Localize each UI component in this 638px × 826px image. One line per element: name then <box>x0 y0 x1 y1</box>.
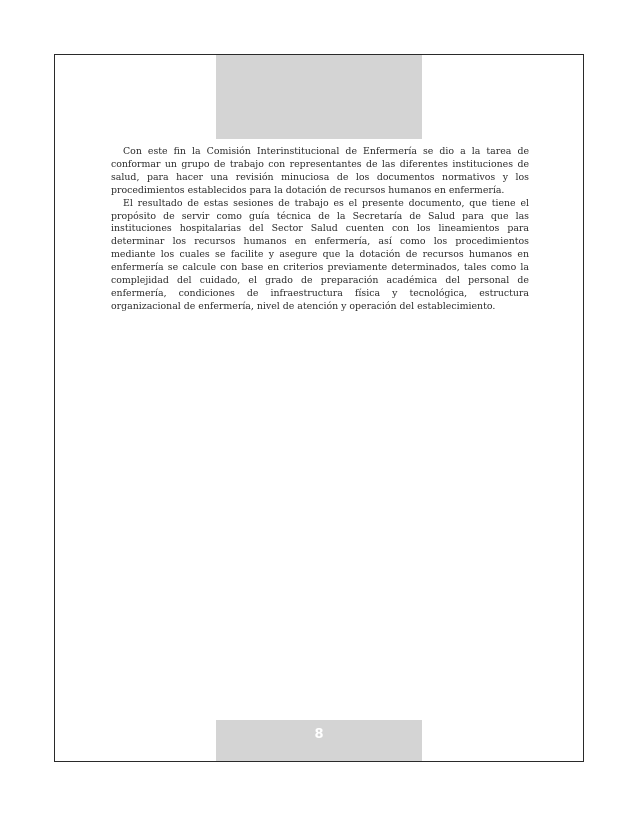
paragraph: El resultado de estas sesiones de trabajo es el presente documento, que tiene el propósito de servir como guía técnica de la Secretaría de Salud para que las instituciones hospitalarias del Sector Salud cuenten con los lineamientos para determinar los recursos humanos en enfermería, así como los procedimientos mediante los cuales se facilite y asegure que la dotación de recursos humanos en enfermería se calcule con base en criterios previamente determinados, tales como la complejidad del cuidado, el grado de preparación académica del personal de enfermería, condiciones de infraestructura física y tecnológica, estructura organizacional de enfermería, nivel de atención y operación del establecimiento. <box>111 197 529 312</box>
paragraph: Con este fin la Comisión Interinstitucional de Enfermería se dio a la tarea de conformar un grupo de trabajo con representantes de las diferentes instituciones de salud, para hacer una revisión minuciosa de los documentos normativos y los procedimientos establecidos para la dotación de recursos humanos en enfermería. <box>111 146 529 196</box>
footer-gray-block <box>216 720 422 761</box>
header-gray-block <box>216 55 422 139</box>
page-number: 8 <box>314 727 324 742</box>
body-text <box>111 146 529 314</box>
